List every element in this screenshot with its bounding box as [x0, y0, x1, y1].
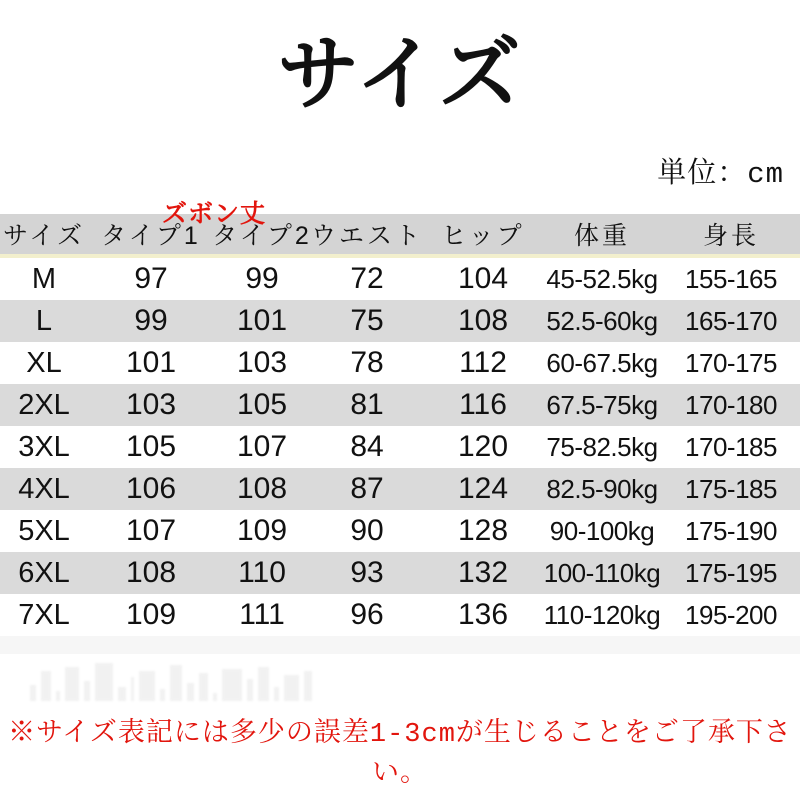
hip-cell: 120	[457, 430, 509, 463]
waist-cell: 78	[350, 346, 384, 379]
type2-cell: 107	[236, 430, 288, 463]
height-cell: 175-185	[685, 473, 777, 504]
watermark-mark	[284, 675, 299, 701]
watermark-mark	[222, 669, 242, 701]
hip-cell: 112	[459, 346, 507, 379]
type2-cell: 111	[239, 598, 285, 631]
table-row-6xl	[0, 552, 800, 594]
faded-watermark-artifact	[30, 655, 410, 701]
type2-cell: 108	[236, 472, 288, 505]
watermark-mark	[247, 679, 253, 701]
watermark-mark	[274, 687, 279, 701]
watermark-mark	[84, 681, 90, 701]
height-cell: 170-185	[685, 431, 777, 462]
weight-cell: 45-52.5kg	[546, 263, 658, 294]
type1-cell: 107	[125, 514, 177, 547]
size-cell: M	[31, 262, 57, 295]
watermark-mark	[30, 685, 36, 701]
table-row-3xl	[0, 426, 800, 468]
type1-cell: 108	[125, 556, 177, 589]
waist-cell: 81	[350, 388, 384, 421]
weight-cell: 82.5-90kg	[546, 473, 658, 504]
watermark-mark	[304, 671, 312, 701]
type1-cell: 103	[125, 388, 177, 421]
weight-cell: 75-82.5kg	[546, 431, 658, 462]
type2-cell: 103	[236, 346, 288, 379]
col-header-weight: 体重	[573, 222, 630, 250]
tolerance-note: ※サイズ表記には多少の誤差1-3cmが生じることをご了承下さい。	[8, 720, 792, 790]
table-body	[0, 258, 800, 636]
weight-cell: 100-110kg	[543, 557, 661, 588]
faded-stripe-artifact	[0, 636, 800, 654]
type2-cell: 105	[236, 388, 288, 421]
col-header-hip: ヒップ	[441, 222, 525, 250]
col-header-height: 身長	[702, 222, 759, 250]
height-cell: 175-195	[685, 557, 777, 588]
weight-cell: 67.5-75kg	[546, 389, 658, 420]
watermark-mark	[65, 667, 79, 701]
type2-cell: 101	[236, 304, 288, 337]
watermark-mark	[56, 691, 60, 701]
type1-cell: 109	[125, 598, 177, 631]
type2-cell: 109	[236, 514, 288, 547]
unit-label: 単位：cm	[657, 158, 784, 191]
size-cell: 6XL	[18, 556, 70, 589]
table-header-row	[0, 214, 800, 254]
height-cell: 165-170	[685, 305, 777, 336]
table-row-4xl	[0, 468, 800, 510]
col-header-type1: タイプ1	[101, 222, 201, 250]
size-cell: 2XL	[18, 388, 70, 421]
waist-cell: 87	[350, 472, 384, 505]
waist-cell: 75	[350, 304, 384, 337]
watermark-mark	[118, 687, 126, 701]
watermark-mark	[213, 693, 217, 701]
watermark-mark	[170, 665, 182, 701]
weight-cell: 60-67.5kg	[546, 347, 658, 378]
height-cell: 170-180	[685, 389, 777, 420]
height-cell: 170-175	[685, 347, 777, 378]
watermark-mark	[160, 689, 165, 701]
size-cell: XL	[26, 346, 62, 379]
col-header-type2: タイプ2	[212, 222, 312, 250]
watermark-mark	[187, 683, 194, 701]
hip-cell: 132	[457, 556, 509, 589]
hip-cell: 104	[457, 262, 509, 295]
size-cell: 3XL	[18, 430, 70, 463]
type2-cell: 110	[238, 556, 286, 589]
col-header-size: サイズ	[2, 222, 85, 250]
table-row-l	[0, 300, 800, 342]
hip-cell: 128	[457, 514, 509, 547]
waist-cell: 96	[350, 598, 384, 631]
type1-cell: 97	[134, 262, 168, 295]
waist-cell: 90	[350, 514, 384, 547]
hip-cell: 116	[459, 388, 507, 421]
watermark-mark	[131, 677, 134, 701]
hip-cell: 124	[457, 472, 509, 505]
weight-cell: 52.5-60kg	[546, 305, 658, 336]
table-row-2xl	[0, 384, 800, 426]
col-header-waist: ウエスト	[310, 222, 423, 250]
weight-cell: 110-120kg	[543, 599, 661, 630]
type1-cell: 105	[125, 430, 177, 463]
watermark-mark	[95, 663, 113, 701]
height-cell: 155-165	[685, 263, 777, 294]
size-cell: 4XL	[18, 472, 70, 505]
hip-cell: 136	[457, 598, 509, 631]
table-row-xl	[0, 342, 800, 384]
type1-cell: 99	[134, 304, 168, 337]
table-row-5xl	[0, 510, 800, 552]
table-row-m	[0, 258, 800, 300]
type1-cell: 106	[125, 472, 177, 505]
watermark-mark	[41, 671, 51, 701]
waist-cell: 72	[350, 262, 384, 295]
size-table	[0, 214, 800, 636]
pants-length-label: ズボン丈	[162, 200, 267, 228]
waist-cell: 84	[350, 430, 384, 463]
hip-cell: 108	[457, 304, 509, 337]
page-title: サイズ	[277, 29, 523, 120]
size-cell: 5XL	[18, 514, 70, 547]
size-cell: 7XL	[18, 598, 70, 631]
watermark-mark	[199, 673, 208, 701]
watermark-mark	[139, 671, 155, 701]
watermark-mark	[258, 667, 269, 701]
waist-cell: 93	[350, 556, 384, 589]
type1-cell: 101	[125, 346, 177, 379]
weight-cell: 90-100kg	[549, 515, 655, 546]
table-row-7xl	[0, 594, 800, 636]
height-cell: 175-190	[685, 515, 777, 546]
type2-cell: 99	[245, 262, 279, 295]
size-cell: L	[35, 304, 53, 337]
height-cell: 195-200	[685, 599, 777, 630]
